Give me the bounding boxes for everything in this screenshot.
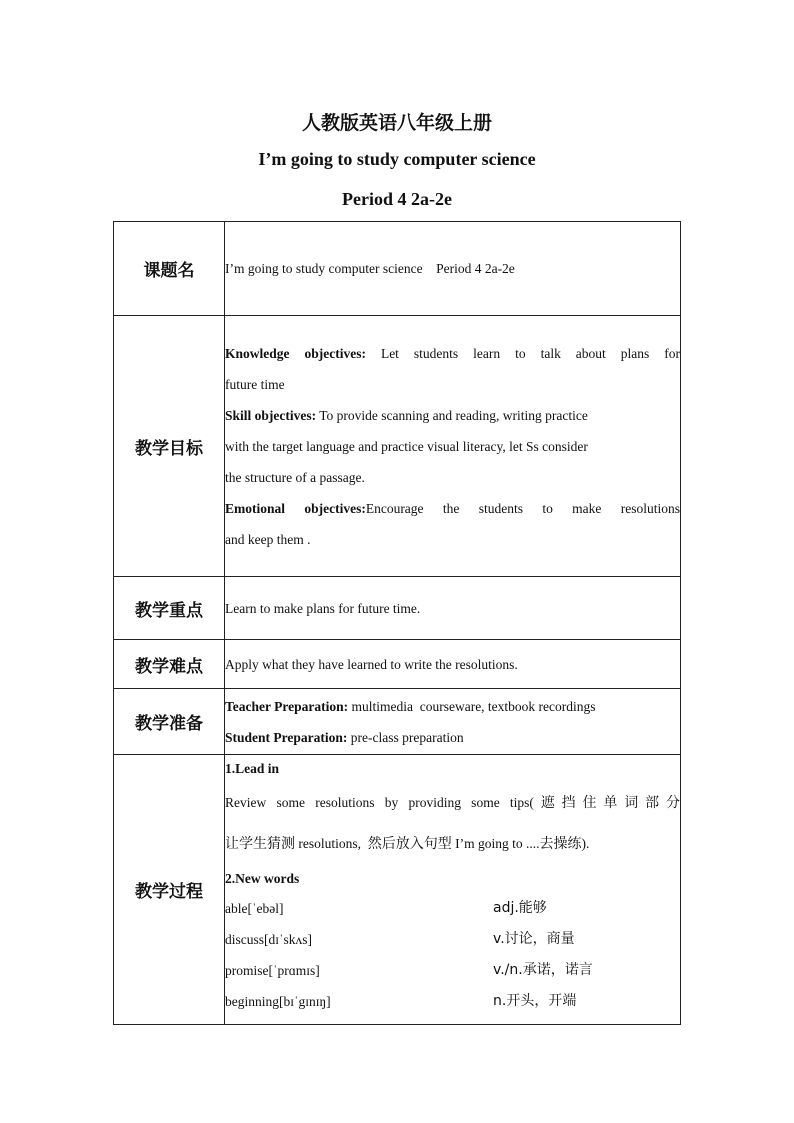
step1-heading: 1.Lead in [225,761,280,776]
word-row [225,924,680,955]
emotional-line-1 [225,493,680,524]
word-entry: beginning[bɪˈgɪnɪŋ] [225,994,331,1009]
knowledge-label: Knowledge objectives: [225,345,366,361]
emotional-text-1: Encourage the students to make resolutions [365,500,680,516]
step1-line2-en3: ). [581,836,590,851]
word-meaning: n.开头，开端 [493,993,577,1009]
row-topic [114,222,681,316]
content-objectives [225,316,681,577]
lesson-title: I’m going to study computer science [258,149,536,169]
row-key-points [114,577,681,640]
book-title: 人教版英语八年级上册 [301,112,492,134]
knowledge-line-2: future time [225,376,285,392]
word-meaning: adj.能够 [493,900,547,916]
knowledge-text-1: Let students learn to talk about plans for [365,345,680,361]
label-key-points: 教学重点 [114,577,225,640]
skill-line-2: with the target language and practice visual literacy, let Ss consider [225,438,588,454]
label-topic: 课题名 [114,222,225,316]
row-difficulties [114,640,681,689]
step1-line1-zh: 遮挡住单词部分 [533,795,681,811]
word-entry: promise[ˈprɑmɪs] [225,963,320,978]
difficulties-text: Apply what they have learned to write the resolutions. [225,656,518,672]
step1-line-1 [225,783,680,823]
row-preparation [114,689,681,755]
content-key-points [225,577,681,640]
label-difficulties: 教学难点 [114,640,225,689]
content-topic [225,222,681,316]
word-meaning: v./n.承诺，诺言 [493,962,593,978]
step1-line2-zh1: 让学生猜测 [225,836,295,852]
period-title: Period 4 2a-2e [342,189,452,209]
step1-line2-zh3: 去操练 [539,836,582,852]
label-objectives: 教学目标 [114,316,225,577]
emotional-line-2: and keep them . [225,531,311,547]
word-row [225,893,680,924]
row-process [114,755,681,1025]
teacher-text: multimedia courseware, textbook recordings [348,698,596,714]
step2-heading: 2.New words [225,871,300,886]
teacher-preparation [225,691,680,722]
topic-text: I’m going to study computer science Period 4 2a-2e [225,261,515,276]
step1-line1-en: Review some resolutions by providing some tips( [225,795,534,810]
content-process [225,755,681,1025]
step1-line2-zh2: 然后放入句型 [367,836,452,852]
emotional-label: Emotional objectives: [225,500,366,516]
word-row [225,955,680,986]
teacher-label: Teacher Preparation: [225,698,349,714]
word-row [225,986,680,1017]
step1-line2-en2: I’m going to .... [451,836,540,851]
label-preparation: 教学准备 [114,689,225,755]
step1-line-2 [225,823,680,865]
student-text: pre-class preparation [347,729,464,745]
skill-line-3: the structure of a passage. [225,469,365,485]
word-list [225,893,680,1017]
lesson-plan-table [113,221,681,1025]
skill-text-1: To provide scanning and reading, writing practice [316,407,588,423]
word-entry: discuss[dɪˈskʌs] [225,932,312,947]
skill-line-1 [225,400,680,431]
key-points-text: Learn to make plans for future time. [225,600,421,616]
step1-line2-en1: resolutions, [295,836,368,851]
knowledge-line-1 [225,338,680,369]
content-preparation [225,689,681,755]
student-label: Student Preparation: [225,729,348,745]
word-entry: able[ˈebəl] [225,901,284,916]
content-difficulties [225,640,681,689]
skill-label: Skill objectives: [225,407,317,423]
label-process: 教学过程 [114,755,225,1025]
word-meaning: v.讨论，商量 [493,931,575,947]
student-preparation [225,722,680,753]
row-objectives [114,316,681,577]
